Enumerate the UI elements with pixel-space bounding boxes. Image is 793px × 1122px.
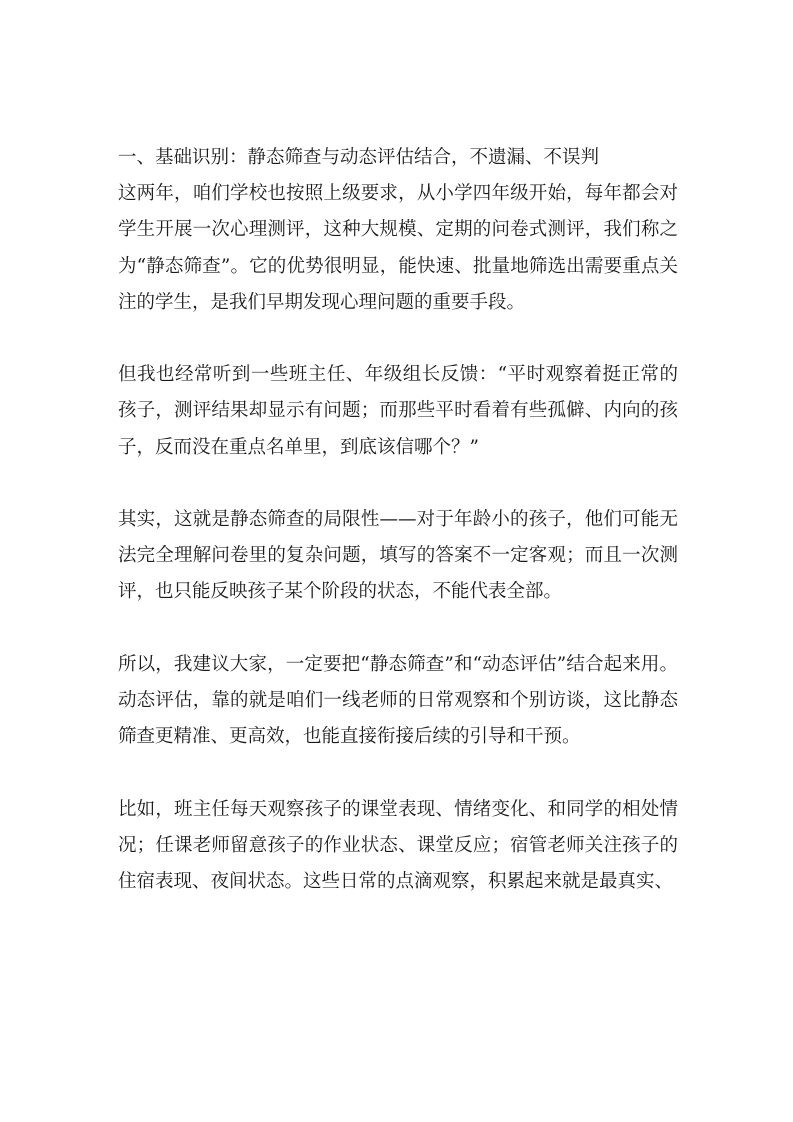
paragraph-static-screening: 这两年，咱们学校也按照上级要求，从小学四年级开始，每年都会对学生开展一次心理测评，这种大规模、定期的问卷式测评，我们称之为“静态筛查”。它的优势很明显，能快速、批量地筛选出需要重点关注的学生，是我们早期发现心理问题的重要手段。 xyxy=(118,183,678,313)
paragraph-limitations: 其实，这就是静态筛查的局限性——对于年龄小的孩子，他们可能无法完全理解问卷里的复杂问题，填写的答案不一定客观；而且一次测评，也只能反映孩子某个阶段的状态，不能代表全部。 xyxy=(118,509,678,603)
paragraph-daily-observation: 比如，班主任每天观察孩子的课堂表现、情绪变化、和同学的相处情况；任课老师留意孩子的作业状态、课堂反应；宿管老师关注孩子的住宿表现、夜间状态。这些日常的点滴观察，积累起来就是最真实、 xyxy=(118,798,678,892)
paragraph-teacher-feedback: 但我也经常听到一些班主任、年级组长反馈：“平时观察着挺正常的孩子，测评结果却显示有问题；而那些平时看着有些孤僻、内向的孩子，反而没在重点名单里，到底该信哪个？” xyxy=(118,364,678,458)
paragraph-recommendation: 所以，我建议大家，一定要把“静态筛查”和“动态评估”结合起来用。动态评估，靠的就是咱们一线老师的日常观察和个别访谈，这比静态筛查更精准、更高效，也能直接衔接后续的引导和干预。 xyxy=(118,653,678,748)
document-body xyxy=(118,140,678,936)
section-heading: 一、基础识别：静态筛查与动态评估结合，不遗漏、不误判 xyxy=(118,147,600,168)
